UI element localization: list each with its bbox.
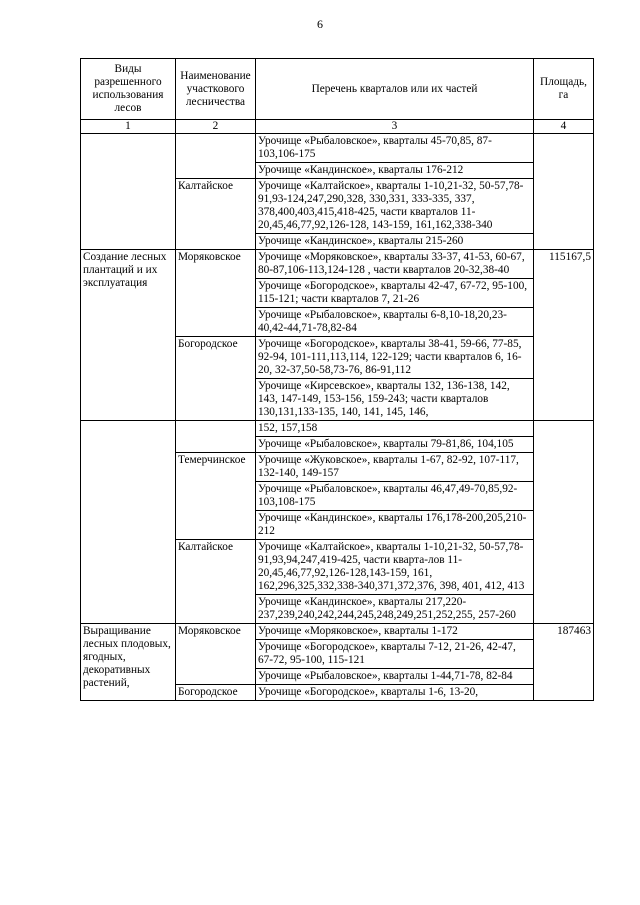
quarters-cell: Урочище «Жуковское», кварталы 1-67, 82-92, 107-117, 132-140, 149-157 <box>256 453 534 482</box>
area-cell: 187463 <box>534 624 594 701</box>
quarters-cell: Урочище «Рыбаловское», кварталы 46,47,49-70,85,92-103,108-175 <box>256 482 534 511</box>
area-cell: 115167,5 <box>534 250 594 421</box>
forestry-cell: Моряковское <box>176 624 256 685</box>
header-row <box>81 59 594 120</box>
forestry-cell <box>176 134 256 179</box>
quarters-cell: Урочище «Кандинское», кварталы 217,220-237,239,240,242,244,245,248,249,251,252,255, 257-260 <box>256 595 534 624</box>
quarters-cell: Урочище «Калтайское», кварталы 1-10,21-32, 50-57,78-91,93,94,247,419-425, части кварта-лов 11-20,45,46,77,92,126-128,143-159, 161, 162,296,325,332,338-340,371,372,376, 398, 401, 412, 413 <box>256 540 534 595</box>
quarters-cell: Урочище «Богородское», кварталы 7-12, 21-26, 42-47, 67-72, 95-100, 115-121 <box>256 640 534 669</box>
quarters-cell: Урочище «Богородское», кварталы 1-6, 13-20, <box>256 685 534 701</box>
column-number-row <box>81 120 594 134</box>
forestry-cell: Калтайское <box>176 540 256 624</box>
quarters-cell: Урочище «Калтайское», кварталы 1-10,21-32, 50-57,78-91,93-124,247,290,328, 330,331, 333-335, 337, 378,400,403,415,418-425, части кварталов 11-20,45,46,77,92,126-128, 143-159, 161,162,338-340 <box>256 179 534 234</box>
header-area: Площадь, га <box>534 59 594 120</box>
forestry-cell: Моряковское <box>176 250 256 337</box>
column-number: 3 <box>256 120 534 134</box>
quarters-cell: Урочище «Рыбаловское», кварталы 1-44,71-78, 82-84 <box>256 669 534 685</box>
quarters-cell: 152, 157,158 <box>256 421 534 437</box>
forestry-cell: Калтайское <box>176 179 256 250</box>
column-number: 2 <box>176 120 256 134</box>
column-number: 1 <box>81 120 176 134</box>
quarters-cell: Урочище «Моряковское», кварталы 33-37, 41-53, 60-67, 80-87,106-113,124-128 , части кварталов 20-32,38-40 <box>256 250 534 279</box>
forestry-cell <box>176 421 256 453</box>
table-row <box>81 250 594 279</box>
area-cell <box>534 134 594 250</box>
quarters-cell: Урочище «Кандинское», кварталы 176,178-200,205,210-212 <box>256 511 534 540</box>
quarters-cell: Урочище «Моряковское», кварталы 1-172 <box>256 624 534 640</box>
use-type-cell <box>81 421 176 624</box>
quarters-cell: Урочище «Кандинское», кварталы 215-260 <box>256 234 534 250</box>
quarters-cell: Урочище «Кирсевское», кварталы 132, 136-138, 142, 143, 147-149, 153-156, 159-243; части кварталов 130,131,133-135, 140, 141, 145, 146, <box>256 379 534 421</box>
quarters-cell: Урочище «Рыбаловское», кварталы 79-81,86, 104,105 <box>256 437 534 453</box>
quarters-cell: Урочище «Кандинское», кварталы 176-212 <box>256 163 534 179</box>
quarters-cell: Урочище «Рыбаловское», кварталы 45-70,85, 87-103,106-175 <box>256 134 534 163</box>
header-quarters: Перечень кварталов или их частей <box>256 59 534 120</box>
use-type-cell <box>81 134 176 250</box>
quarters-cell: Урочище «Богородское», кварталы 42-47, 67-72, 95-100, 115-121; части кварталов 7, 21-26 <box>256 279 534 308</box>
table-row <box>81 134 594 163</box>
quarters-cell: Урочище «Богородское», кварталы 38-41, 59-66, 77-85, 92-94, 101-111,113,114, 122-129; части кварталов 6, 16-20, 32-37,50-58,73-76, 86-91,112 <box>256 337 534 379</box>
page-number: 6 <box>317 17 323 31</box>
use-type-cell: Создание лесных плантаций и их эксплуатация <box>81 250 176 421</box>
table-row <box>81 624 594 640</box>
forestry-cell: Богородское <box>176 337 256 421</box>
column-number: 4 <box>534 120 594 134</box>
forestry-cell: Богородское <box>176 685 256 701</box>
use-type-cell: Выращивание лесных плодовых, ягодных, декоративных растений, <box>81 624 176 701</box>
forestry-cell: Темерчинское <box>176 453 256 540</box>
header-forestry: Наименование участкового лесничества <box>176 59 256 120</box>
area-cell <box>534 421 594 624</box>
forest-use-table <box>80 58 594 701</box>
table-row <box>81 421 594 437</box>
header-use-type: Виды разрешенного использования лесов <box>81 59 176 120</box>
quarters-cell: Урочище «Рыбаловское», кварталы 6-8,10-18,20,23-40,42-44,71-78,82-84 <box>256 308 534 337</box>
